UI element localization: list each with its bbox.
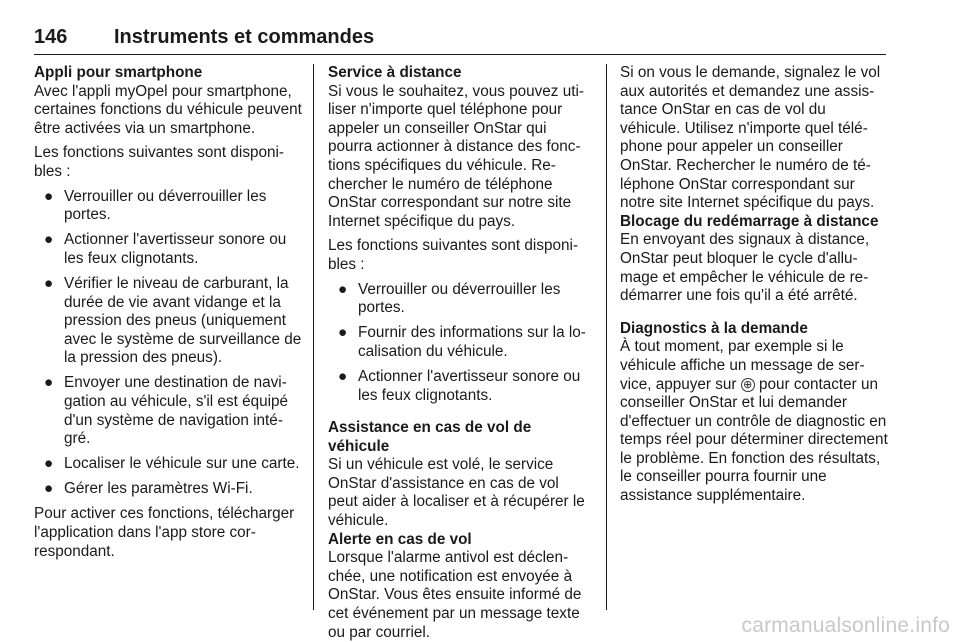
section-heading-remote-service: Service à distance [328, 64, 462, 81]
section-heading-remote-ignition-block: Blocage du redémarrage à distance [620, 212, 879, 230]
column-divider-1 [313, 64, 314, 610]
list-item: ● Actionner l'avertisseur sonore ou les feux clignotants. [338, 367, 581, 404]
bullet-icon: ● [44, 231, 54, 249]
feature-list [328, 281, 592, 406]
feature-list [34, 188, 302, 499]
list-item: ● Envoyer une destination de navigation au véhicule, s'il est équipé d'un système de navigation intégré. [44, 374, 289, 448]
list-item: ● Localiser le véhicule sur une carte. [44, 455, 300, 473]
section-heading-theft-assistance: Assistance en cas de vol de véhicule [328, 419, 532, 455]
section-heading-diagnostics: Diagnostics à la demande [620, 319, 808, 337]
list-item: ● Fournir des informations sur la localisation du véhicule. [338, 324, 586, 360]
watermark-logo: carmanualsonline.info [741, 614, 950, 637]
bullet-icon: ● [44, 274, 54, 292]
paragraph: Les fonctions suivantes sont disponibles : [34, 144, 285, 180]
section-heading-smartphone-app: Appli pour smartphone [34, 64, 203, 81]
list-item: ● Gérer les paramètres Wi-Fi. [44, 480, 253, 498]
paragraph: En envoyant des signaux à distance, OnStar peut bloquer le cycle d'allumage et empêcher le véhicule de redémarrer une fois qu'il a été arrêté. [620, 231, 870, 305]
column-divider-2 [606, 64, 607, 610]
column-2 [328, 64, 592, 642]
bullet-icon: ● [44, 187, 54, 205]
paragraph: Lorsque l'alarme antivol est déclenchée, une notification est envoyée à OnStar. Vous êtes ensuite informé de cet événement par un message texte ou par courriel. [328, 549, 582, 641]
page-title: Instruments et commandes [114, 26, 375, 48]
column-1 [34, 64, 302, 561]
bullet-icon: ● [44, 455, 54, 473]
list-item: ● Vérifier le niveau de carburant, la durée de vie avant vidange et la pression des pneus (uniquement avec le système de surveillance de la pression des pneus). [44, 274, 302, 367]
paragraph: Pour activer ces fonctions, télécharger l'application dans l'app store correspondant. [34, 505, 295, 560]
page-number: 146 [34, 26, 68, 48]
paragraph: Les fonctions suivantes sont disponibles : [328, 237, 579, 273]
paragraph: Si vous le souhaitez, vous pouvez utiliser n'importe quel téléphone pour appeler un conseiller OnStar qui pourra actionner à distance des fonctions spécifiques du véhicule. Rechercher le numéro de téléphone OnStar correspondant sur notre site Internet spécifique du pays. [328, 82, 584, 230]
onstar-service-icon: ⊕ [741, 378, 755, 392]
paragraph: Si on vous le demande, signalez le vol aux autorités et demandez une assistance OnStar en cas de vol du véhicule. Utilisez n'importe quel téléphone pour appeler un conseiller OnStar. Rechercher le numéro de téléphone OnStar correspondant sur notre site Internet spécifique du pays. [620, 64, 881, 212]
bullet-icon: ● [338, 324, 348, 342]
bullet-icon: ● [44, 374, 54, 392]
bullet-icon: ● [338, 280, 348, 298]
list-item: ● Verrouiller ou déverrouiller les portes. [44, 187, 267, 224]
paragraph: Avec l'appli myOpel pour smartphone, certaines fonctions du véhicule peuvent être activées via un smartphone. [34, 82, 302, 137]
column-3 [620, 64, 888, 506]
section-heading-theft-alert: Alerte en cas de vol [328, 530, 472, 548]
bullet-icon: ● [338, 367, 348, 385]
list-item: ● Verrouiller ou déverrouiller les portes. [338, 280, 561, 317]
paragraph: Si un véhicule est volé, le service OnStar d'assistance en cas de vol peut aider à localiser et à récupérer le véhicule. [328, 456, 585, 530]
bullet-icon: ● [44, 480, 54, 498]
paragraph-diagnostics: À tout moment, par exemple si le véhicule affiche un message de service, appuyer sur ⊕ pour contacter un conseiller OnStar et lui demander d'effectuer un contrôle de diagnostic en temps réel pour déterminer directement le problème. En fonction des résultats, le conseiller pourra fournir une assistance supplémentaire. [620, 338, 888, 505]
page-header [34, 22, 886, 55]
list-item: ● Actionner l'avertisseur sonore ou les feux clignotants. [44, 231, 287, 267]
